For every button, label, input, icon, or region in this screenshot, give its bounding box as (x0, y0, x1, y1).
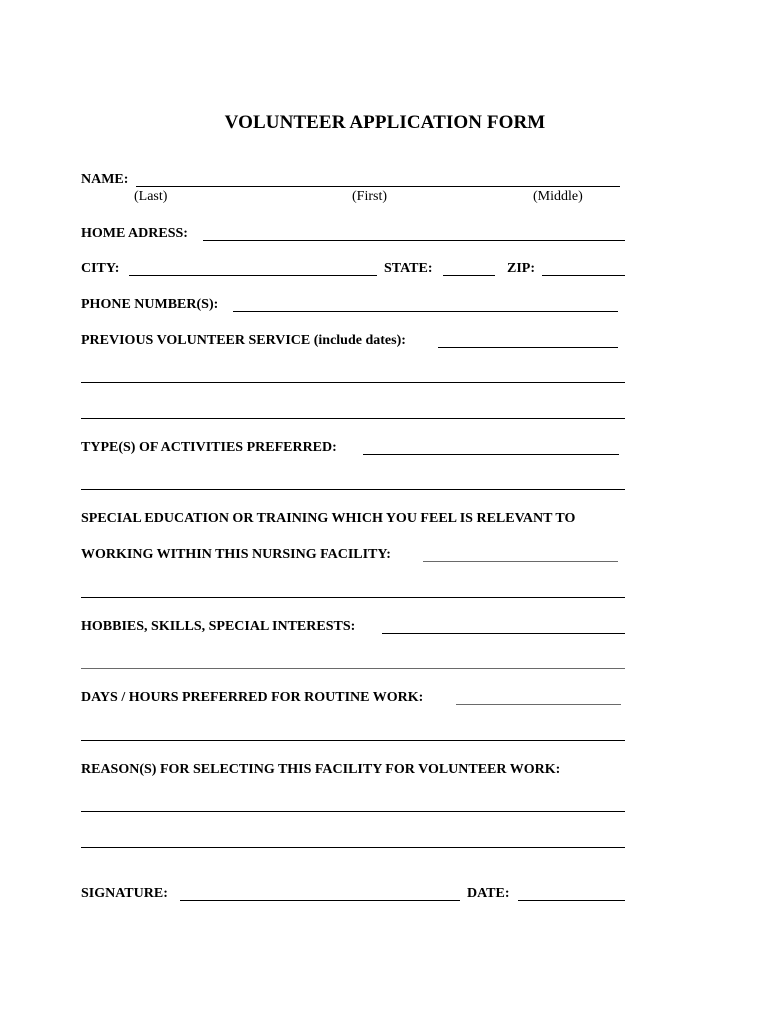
education-field[interactable] (423, 561, 618, 562)
education-label-line-1: SPECIAL EDUCATION OR TRAINING WHICH YOU FEEL IS RELEVANT TO (81, 511, 576, 526)
signature-label: SIGNATURE: (81, 886, 168, 901)
days-hours-line-2[interactable] (81, 740, 625, 741)
phone-label: PHONE NUMBER(S): (81, 297, 219, 312)
days-hours-field[interactable] (456, 704, 621, 705)
hobbies-line-2[interactable] (81, 668, 625, 669)
zip-field[interactable] (542, 275, 625, 276)
activities-line-2[interactable] (81, 489, 625, 490)
date-field[interactable] (518, 900, 625, 901)
hobbies-field[interactable] (382, 633, 625, 634)
home-address-field[interactable] (203, 240, 625, 241)
name-label: NAME: (81, 172, 129, 187)
zip-label: ZIP: (507, 261, 535, 276)
days-hours-label: DAYS / HOURS PREFERRED FOR ROUTINE WORK: (81, 690, 424, 705)
date-label: DATE: (467, 886, 510, 901)
state-field[interactable] (443, 275, 495, 276)
education-label-line-2: WORKING WITHIN THIS NURSING FACILITY: (81, 547, 391, 562)
home-address-label: HOME ADRESS: (81, 226, 188, 241)
state-label: STATE: (384, 261, 433, 276)
name-middle-caption: (Middle) (533, 189, 583, 204)
reasons-line-2[interactable] (81, 847, 625, 848)
city-field[interactable] (129, 275, 377, 276)
previous-service-label: PREVIOUS VOLUNTEER SERVICE (include dates): (81, 333, 406, 348)
hobbies-label: HOBBIES, SKILLS, SPECIAL INTERESTS: (81, 619, 356, 634)
reasons-line-1[interactable] (81, 811, 625, 812)
previous-service-line-2[interactable] (81, 382, 625, 383)
form-title: VOLUNTEER APPLICATION FORM (224, 112, 546, 133)
name-field[interactable] (136, 186, 620, 187)
activities-label: TYPE(S) OF ACTIVITIES PREFERRED: (81, 440, 337, 455)
name-last-caption: (Last) (134, 189, 168, 204)
phone-field[interactable] (233, 311, 618, 312)
reasons-label: REASON(S) FOR SELECTING THIS FACILITY FOR VOLUNTEER WORK: (81, 762, 561, 777)
education-line-2[interactable] (81, 597, 625, 598)
city-label: CITY: (81, 261, 120, 276)
previous-service-field[interactable] (438, 347, 618, 348)
previous-service-line-3[interactable] (81, 418, 625, 419)
name-first-caption: (First) (352, 189, 387, 204)
activities-field[interactable] (363, 454, 619, 455)
signature-field[interactable] (180, 900, 460, 901)
